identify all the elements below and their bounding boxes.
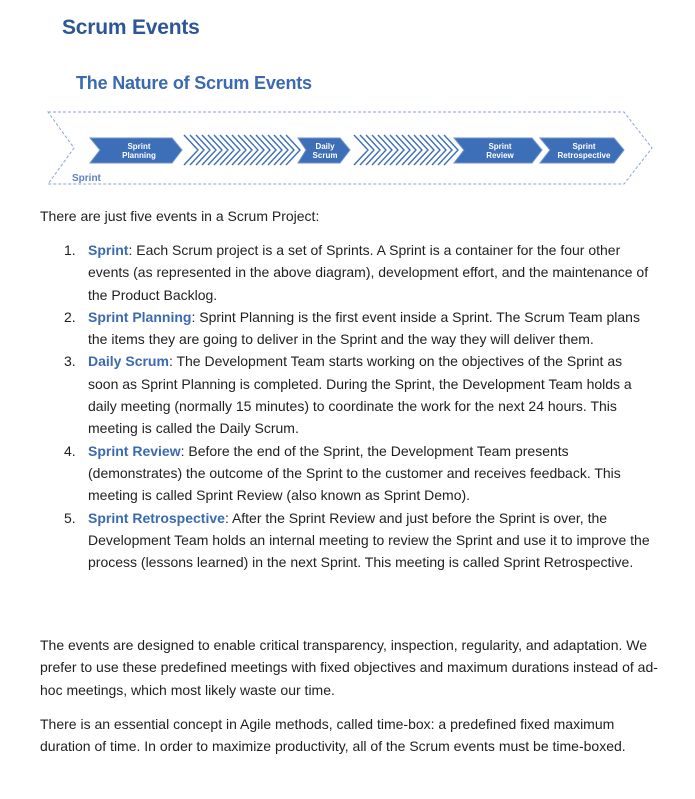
list-number: 5. — [64, 509, 76, 526]
event-description: : Sprint Planning is the first event inside a Sprint. The Scrum Team plans the items they are going to deliver in the Sprint and the way they will deliver them. — [88, 308, 640, 348]
stage-daily-scrum-label: Daily Scrum — [312, 141, 338, 160]
list-item — [64, 507, 654, 574]
section-heading: The Nature of Scrum Events — [76, 73, 312, 93]
list-item — [64, 239, 654, 306]
events-purpose-paragraph: The events are designed to enable critical transparency, inspection, regularity, and adaptation. We prefer to use these predefined meetings with fixed objectives and maximum durations instead of ad-hoc meetings, which most likely waste our time. — [40, 637, 658, 698]
intro-paragraph: There are just five events in a Scrum Project: — [40, 208, 320, 224]
list-number: 4. — [64, 442, 76, 459]
scrum-events-diagram — [44, 108, 656, 192]
event-term: Sprint Review — [88, 442, 181, 459]
event-description: : After the Sprint Review and just before the Sprint is over, the Development Team holds an internal meeting to review the Sprint and use it to improve the process (lessons learned) in the next Sprint. This meeting is called Sprint Retrospective. — [88, 509, 650, 571]
list-item — [64, 306, 654, 351]
list-number: 1. — [64, 242, 76, 258]
events-list — [64, 239, 654, 573]
stage-sprint-review-label: Sprint Review — [486, 141, 514, 160]
list-item — [64, 440, 654, 507]
list-number: 3. — [64, 353, 76, 370]
event-term: Sprint Retrospective — [88, 509, 225, 526]
stage-sprint-retrospective-label: Sprint Retrospective — [557, 141, 611, 160]
list-item — [64, 350, 654, 439]
timebox-paragraph: There is an essential concept in Agile methods, called time-box: a predefined fixed maximum duration of time. In order to maximize productivity, all of the Scrum events must be time-boxed. — [40, 716, 626, 755]
stage-sprint-planning-label: Sprint Planning — [122, 141, 156, 160]
list-number: 2. — [64, 308, 76, 325]
event-description: : The Development Team starts working on the objectives of the Sprint as soon as Sprint Planning is completed. During the Sprint, the Development Team holds a daily meeting (normally 15 minutes) to coordinate the work for the next 24 hours. This meeting is called the Daily Scrum. — [88, 353, 632, 437]
chevrons-group-1 — [184, 135, 300, 165]
event-term: Sprint — [88, 242, 129, 258]
page-title: Scrum Events — [62, 16, 200, 39]
sprint-container-label: Sprint — [72, 173, 101, 184]
event-description: : Each Scrum project is a set of Sprints. A Sprint is a container for the four other events (as represented in the above diagram), development effort, and the maintenance of the Product Backlog. — [88, 242, 649, 303]
chevrons-group-2 — [354, 135, 458, 165]
event-description: : Before the end of the Sprint, the Development Team presents (demonstrates) the outcome of the Sprint to the customer and receives feedback. This meeting is called Sprint Review (also known as Sprint Demo). — [88, 442, 621, 504]
event-term: Daily Scrum — [88, 353, 169, 370]
event-term: Sprint Planning — [88, 308, 192, 325]
